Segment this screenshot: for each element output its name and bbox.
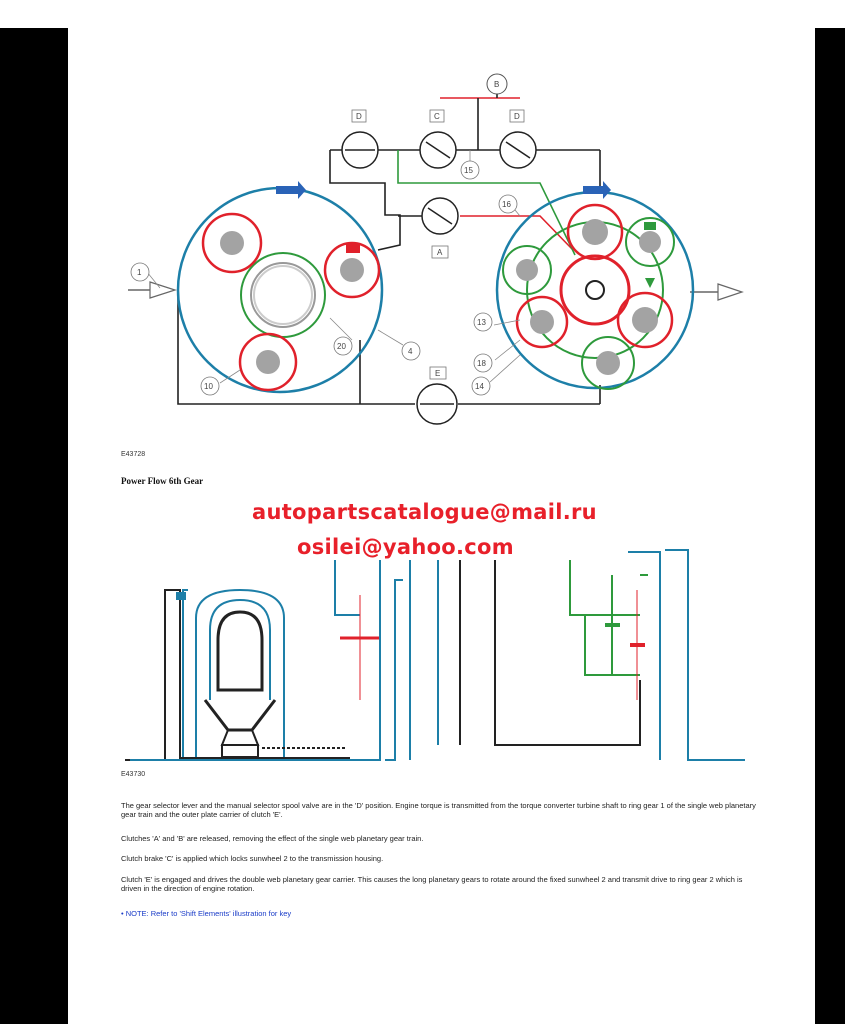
callout-4: 4 — [408, 347, 413, 356]
output-arrow — [718, 284, 742, 300]
label-d-left: D — [356, 112, 362, 121]
clutch-d-left — [342, 132, 378, 168]
callout-bubbles — [131, 161, 517, 395]
clutch-c — [420, 132, 456, 168]
label-a: A — [437, 248, 443, 257]
paragraph-1: The gear selector lever and the manual selector spool valve are in the 'D' position. Engine torque is transmitted from the torque converter turbine shaft to ring gear 1 of the single web planetary gear train and the outer plate carrier of clutch 'E'. — [121, 801, 756, 819]
single-web-planetary-gearset — [178, 181, 382, 392]
paragraph-4: Clutch 'E' is engaged and drives the double web planetary gear carrier. This causes the long planetary gears to rotate around the fixed sunwheel 2 and transmit drive to ring gear 2 which is driven in the direction of engine rotation. — [121, 875, 743, 893]
callout-14: 14 — [475, 382, 484, 391]
label-d-right: D — [514, 112, 520, 121]
watermark-line-1: autopartscatalogue@mail.ru — [252, 500, 597, 524]
label-e: E — [435, 369, 441, 378]
callout-20: 20 — [337, 342, 346, 351]
paragraph-3: Clutch brake 'C' is applied which locks sunwheel 2 to the transmission housing. — [121, 854, 384, 863]
figure-id-2: E43730 — [121, 771, 146, 778]
callout-15: 15 — [464, 166, 473, 175]
input-arrow — [150, 282, 175, 298]
note-link[interactable]: • NOTE: Refer to 'Shift Elements' illustration for key — [121, 909, 292, 918]
callout-18: 18 — [477, 359, 486, 368]
watermark-line-2: osilei@yahoo.com — [297, 535, 514, 559]
label-b: B — [494, 80, 500, 89]
callout-13: 13 — [477, 318, 486, 327]
paragraph-2: Clutches 'A' and 'B' are released, removing the effect of the single web planetary gear train. — [121, 834, 424, 843]
callout-16: 16 — [502, 200, 511, 209]
label-c: C — [434, 112, 440, 121]
callout-1: 1 — [137, 268, 142, 277]
clutch-d-right — [500, 132, 536, 168]
clutch-a — [422, 198, 458, 234]
callout-10: 10 — [204, 382, 213, 391]
callout-leaders — [147, 150, 520, 383]
clutch-e — [417, 384, 457, 424]
section-title: Power Flow 6th Gear — [121, 476, 204, 486]
double-web-planetary-gearset — [497, 181, 693, 389]
transmission-cross-section — [125, 550, 745, 760]
figure-id-1: E43728 — [121, 451, 146, 458]
